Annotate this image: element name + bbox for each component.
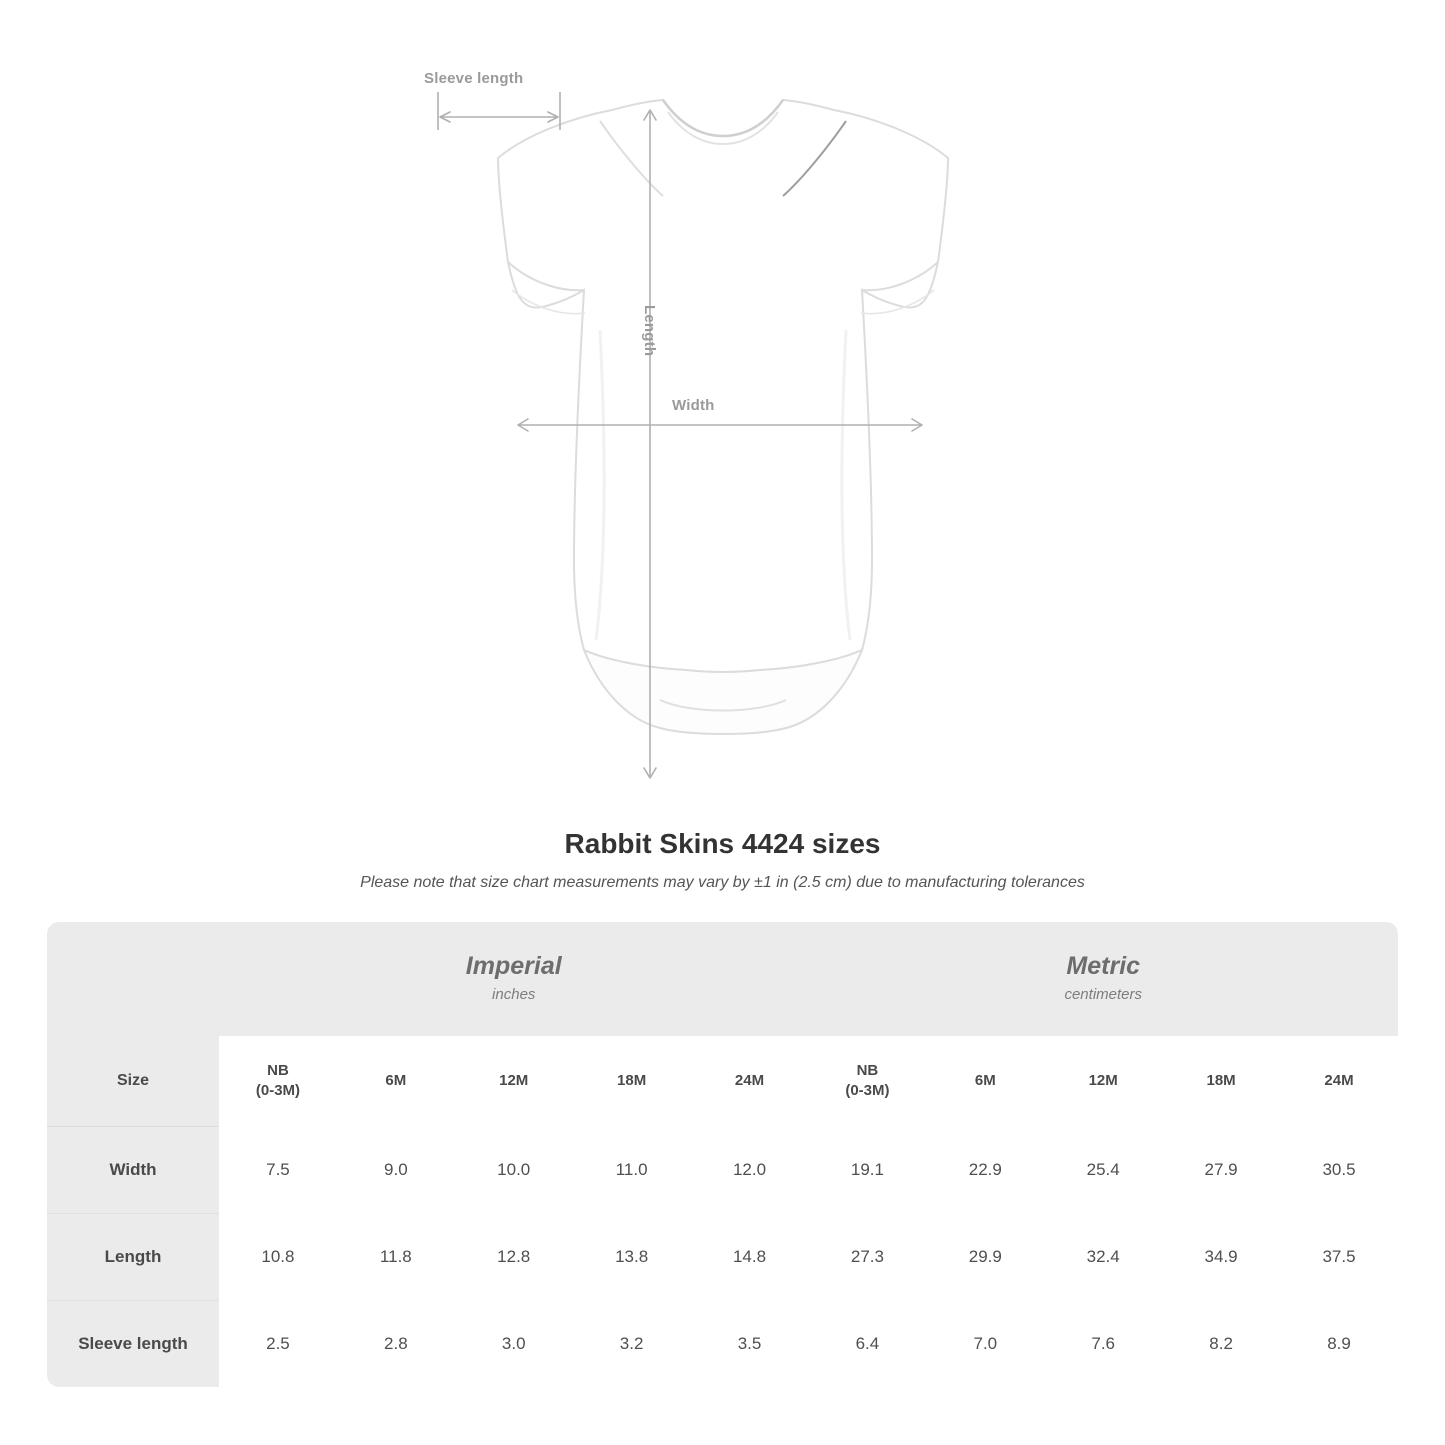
cell-length-12m-cm: 32.4 — [1044, 1214, 1162, 1301]
size-header-cell — [926, 1036, 1044, 1127]
cell-length-24m-in: 14.8 — [691, 1214, 809, 1301]
size-header-cell — [808, 1036, 926, 1127]
size-header-sub: (0-3M) — [255, 1082, 301, 1100]
cell-sleeve-18m-cm: 8.2 — [1162, 1301, 1280, 1388]
unit-group-metric — [808, 922, 1398, 1036]
bodysuit-shape — [498, 100, 948, 734]
row-label-length: Length — [47, 1214, 219, 1301]
unit-group-metric-sub: centimeters — [1064, 985, 1142, 1003]
size-header-cell — [337, 1036, 455, 1127]
size-header-cell — [1162, 1036, 1280, 1127]
cell-length-18m-cm: 34.9 — [1162, 1214, 1280, 1301]
cell-sleeve-nb-cm: 6.4 — [808, 1301, 926, 1388]
cell-length-24m-cm: 37.5 — [1280, 1214, 1398, 1301]
cell-width-24m-in: 12.0 — [691, 1127, 809, 1214]
cell-sleeve-12m-in: 3.0 — [455, 1301, 573, 1388]
size-header-cell — [455, 1036, 573, 1127]
row-label-sleeve-length: Sleeve length — [47, 1301, 219, 1388]
cell-sleeve-24m-in: 3.5 — [691, 1301, 809, 1388]
size-header-main: 6M — [385, 1072, 407, 1090]
cell-width-nb-in: 7.5 — [219, 1127, 337, 1214]
table-row — [47, 1127, 1398, 1214]
cell-length-nb-cm: 27.3 — [808, 1214, 926, 1301]
size-header-main: 18M — [1206, 1072, 1236, 1090]
cell-width-6m-in: 9.0 — [337, 1127, 455, 1214]
cell-width-12m-cm: 25.4 — [1044, 1127, 1162, 1214]
sleeve-length-dimension — [438, 92, 560, 130]
cell-sleeve-nb-in: 2.5 — [219, 1301, 337, 1388]
cell-length-18m-in: 13.8 — [573, 1214, 691, 1301]
size-header-main: 12M — [499, 1072, 529, 1090]
size-header-main: NB — [856, 1062, 879, 1079]
size-header-sub: (0-3M) — [845, 1082, 890, 1100]
cell-width-18m-cm: 27.9 — [1162, 1127, 1280, 1214]
unit-group-imperial — [219, 922, 808, 1036]
cell-width-nb-cm: 19.1 — [808, 1127, 926, 1214]
size-header-row — [47, 1036, 1398, 1127]
unit-group-imperial-sub: inches — [492, 985, 536, 1003]
size-header-main: 24M — [734, 1072, 765, 1090]
row-label-width: Width — [47, 1127, 219, 1214]
cell-length-nb-in: 10.8 — [219, 1214, 337, 1301]
width-label: Width — [672, 397, 715, 414]
sleeve-length-label: Sleeve length — [424, 70, 524, 87]
size-header-cell — [1280, 1036, 1398, 1127]
size-header-cell — [1044, 1036, 1162, 1127]
unit-group-imperial-name: Imperial — [465, 952, 562, 981]
cell-sleeve-18m-in: 3.2 — [573, 1301, 691, 1388]
size-header-main: 12M — [1088, 1072, 1118, 1090]
table-row — [47, 1301, 1398, 1388]
cell-length-12m-in: 12.8 — [455, 1214, 573, 1301]
size-table-wrap — [47, 922, 1398, 1387]
unit-group-metric-name: Metric — [1066, 952, 1141, 981]
size-header-main: NB — [267, 1062, 289, 1079]
cell-width-18m-in: 11.0 — [573, 1127, 691, 1214]
cell-width-12m-in: 10.0 — [455, 1127, 573, 1214]
unit-header-row — [47, 922, 1398, 1036]
cell-sleeve-6m-cm: 7.0 — [926, 1301, 1044, 1388]
cell-length-6m-cm: 29.9 — [926, 1214, 1044, 1301]
unit-header-spacer — [47, 922, 219, 1036]
size-corner-label: Size — [47, 1036, 219, 1127]
size-header-main: 24M — [1324, 1072, 1354, 1090]
size-table — [47, 922, 1398, 1387]
size-header-cell — [573, 1036, 691, 1127]
size-header-cell — [691, 1036, 809, 1127]
cell-sleeve-24m-cm: 8.9 — [1280, 1301, 1398, 1388]
table-row — [47, 1214, 1398, 1301]
chart-title: Rabbit Skins 4424 sizes — [564, 828, 881, 859]
title-block — [0, 828, 1445, 892]
size-header-main: 6M — [974, 1072, 996, 1090]
chart-note: Please note that size chart measurements may vary by ±1 in (2.5 cm) due to manufacturing tolerances — [360, 874, 1085, 891]
cell-width-24m-cm: 30.5 — [1280, 1127, 1398, 1214]
cell-sleeve-6m-in: 2.8 — [337, 1301, 455, 1388]
cell-sleeve-12m-cm: 7.6 — [1044, 1301, 1162, 1388]
size-header-cell — [219, 1036, 337, 1127]
length-label: Length — [641, 305, 658, 357]
size-header-main: 18M — [617, 1072, 647, 1090]
cell-width-6m-cm: 22.9 — [926, 1127, 1044, 1214]
cell-length-6m-in: 11.8 — [337, 1214, 455, 1301]
